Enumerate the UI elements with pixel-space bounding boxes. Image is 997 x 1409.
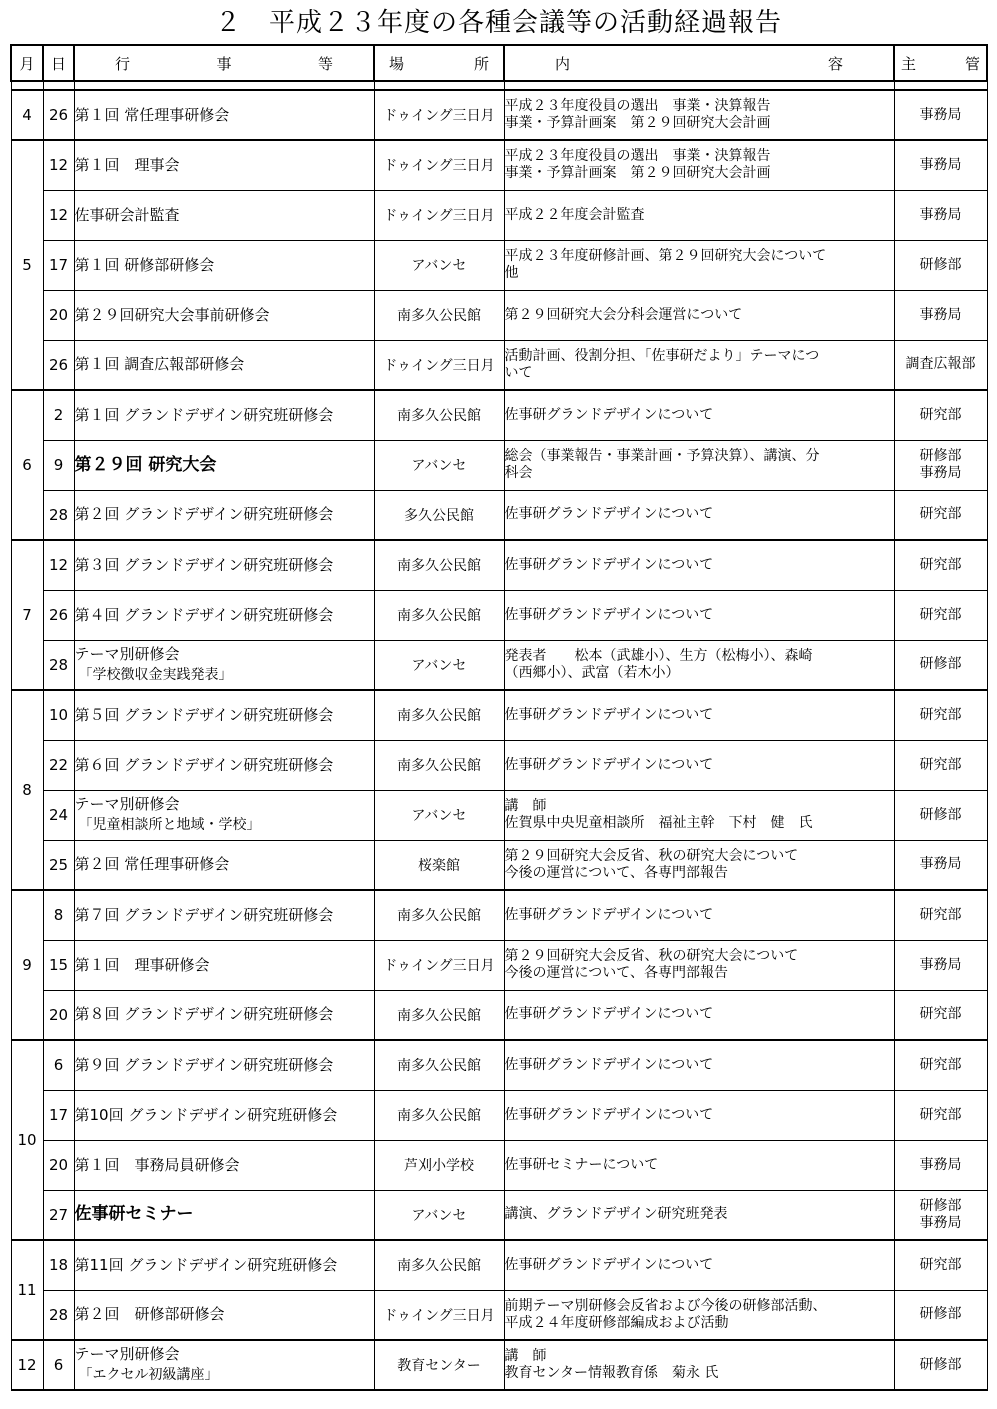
organizer-line: 事務局 — [919, 856, 962, 873]
day-cell: 26 — [43, 90, 74, 140]
content-line: 他 — [504, 265, 519, 281]
activity-report-table — [10, 44, 988, 1391]
header-day: 日 — [43, 45, 74, 81]
organizer-line: 研修部 — [919, 448, 962, 464]
event-name: 第２９回研究大会事前研修会 — [74, 305, 270, 324]
day-cell: 18 — [43, 1240, 74, 1290]
content-line: 第２９回研究大会反省、秋の研究大会について — [504, 847, 799, 864]
organizer-cell — [894, 690, 987, 740]
content-line: 事業・予算計画案 第２９回研究大会計画 — [504, 165, 771, 182]
table-row — [11, 1340, 987, 1390]
day-cell: 2 — [43, 390, 74, 440]
event-cell — [74, 240, 374, 290]
place-cell: 南多久公民館 — [374, 1090, 504, 1140]
place-cell: アバンセ — [374, 240, 504, 290]
organizer-line: 研究部 — [919, 406, 962, 423]
event-cell — [74, 290, 374, 340]
table-row — [11, 1040, 987, 1090]
month-cell: 7 — [11, 540, 43, 690]
event-name: 第９回 グランドデザイン研究班研修会 — [74, 1055, 334, 1074]
content-cell — [504, 990, 894, 1040]
organizer-cell — [894, 940, 987, 990]
content-line: 佐事研グランドデザインについて — [504, 606, 714, 623]
organizer-line: 事務局 — [919, 106, 962, 123]
organizer-cell — [894, 990, 987, 1040]
event-subtitle: 「学校徴収金実践発表」 — [78, 666, 233, 683]
event-name: 第10回 グランドデザイン研究班研修会 — [74, 1105, 338, 1124]
organizer-cell — [894, 90, 987, 140]
organizer-line: 研究部 — [919, 756, 962, 773]
content-cell — [504, 1140, 894, 1190]
place-cell: アバンセ — [374, 440, 504, 490]
content-line: 平成２３年度役員の選出 事業・決算報告 — [504, 98, 771, 114]
event-name: 第８回 グランドデザイン研究班研修会 — [74, 1005, 334, 1024]
event-cell — [74, 90, 374, 140]
content-line: 今後の運営について、各専門部報告 — [504, 965, 728, 981]
organizer-line: 事務局 — [919, 1156, 962, 1173]
header-organizer: 主 管 — [894, 45, 987, 81]
content-cell — [504, 1190, 894, 1240]
place-cell: アバンセ — [374, 640, 504, 690]
content-cell — [504, 240, 894, 290]
month-cell: 9 — [11, 890, 43, 1040]
day-cell: 27 — [43, 1190, 74, 1240]
event-name: 第５回 グランドデザイン研究班研修会 — [74, 705, 334, 724]
event-cell — [74, 940, 374, 990]
content-line: 教育センター情報教育係 菊永 氏 — [504, 1365, 719, 1381]
content-cell — [504, 340, 894, 390]
content-line: 第２９回研究大会反省、秋の研究大会について — [504, 948, 799, 964]
organizer-line: 研究部 — [919, 606, 962, 623]
table-row — [11, 990, 987, 1040]
place-cell: ドゥイング三日月 — [374, 190, 504, 240]
event-cell — [74, 1140, 374, 1190]
organizer-line: 研修部 — [919, 806, 962, 823]
organizer-line: 研修部 — [919, 1306, 962, 1323]
place-cell: ドゥイング三日月 — [374, 340, 504, 390]
day-cell: 17 — [43, 1090, 74, 1140]
content-cell — [504, 1090, 894, 1140]
header-spacer — [11, 81, 987, 90]
content-line: 佐事研グランドデザインについて — [504, 506, 714, 523]
event-cell — [74, 490, 374, 540]
event-cell — [74, 1240, 374, 1290]
place-cell: 多久公民館 — [374, 490, 504, 540]
table-row — [11, 590, 987, 640]
month-cell: 12 — [11, 1340, 43, 1390]
content-cell — [504, 1240, 894, 1290]
content-cell — [504, 940, 894, 990]
event-name: 第１回 理事研修会 — [74, 955, 210, 974]
content-line: 第２９回研究大会分科会運営について — [504, 306, 743, 323]
organizer-cell — [894, 740, 987, 790]
page-title: ２ 平成２３年度の各種会議等の活動経過報告 — [214, 8, 782, 38]
table-row — [11, 340, 987, 390]
content-line: 科会 — [504, 465, 533, 481]
organizer-cell — [894, 890, 987, 940]
content-line: 前期テーマ別研修会反省および今後の研修部活動、 — [504, 1297, 827, 1314]
content-line: 佐事研グランドデザインについて — [504, 406, 714, 423]
organizer-cell — [894, 1140, 987, 1190]
content-line: 平成２３年度役員の選出 事業・決算報告 — [504, 148, 771, 165]
event-name: 第１回 事務局員研修会 — [74, 1155, 240, 1174]
event-name: 第１回 研修部研修会 — [74, 255, 215, 274]
day-cell: 26 — [43, 590, 74, 640]
report-body — [11, 90, 987, 1390]
content-cell — [504, 290, 894, 340]
content-line: 佐事研グランドデザインについて — [504, 706, 714, 723]
content-cell — [504, 540, 894, 590]
table-row — [11, 940, 987, 990]
content-cell — [504, 90, 894, 140]
content-line: いて — [504, 364, 533, 381]
content-line: 講 師 — [504, 798, 547, 814]
organizer-cell — [894, 290, 987, 340]
table-row — [11, 790, 987, 840]
day-cell: 12 — [43, 140, 74, 190]
day-cell: 28 — [43, 640, 74, 690]
content-line: 総会（事業報告・事業計画・予算決算）、講演、分 — [504, 448, 820, 464]
organizer-line: 研究部 — [919, 1106, 962, 1123]
content-cell — [504, 490, 894, 540]
content-cell — [504, 640, 894, 690]
event-name: 第１回 グランドデザイン研究班研修会 — [74, 405, 334, 424]
content-line: 佐賀県中央児童相談所 福祉主幹 下村 健 氏 — [504, 815, 813, 831]
content-line: 佐事研グランドデザインについて — [504, 1056, 714, 1073]
table-row — [11, 640, 987, 690]
organizer-cell — [894, 1290, 987, 1340]
event-cell — [74, 440, 374, 490]
content-cell — [504, 1290, 894, 1340]
organizer-line: 調査広報部 — [905, 356, 976, 373]
place-cell: アバンセ — [374, 1190, 504, 1240]
event-name: 第11回 グランドデザイン研究班研修会 — [74, 1255, 338, 1274]
day-cell: 12 — [43, 540, 74, 590]
organizer-line: 事務局 — [919, 956, 962, 973]
month-cell: 10 — [11, 1040, 43, 1240]
day-cell: 20 — [43, 1140, 74, 1190]
event-cell — [74, 190, 374, 240]
organizer-line: 研究部 — [919, 556, 962, 573]
event-cell — [74, 840, 374, 890]
organizer-cell — [894, 590, 987, 640]
content-cell — [504, 890, 894, 940]
event-name: 佐事研会計監査 — [74, 205, 180, 224]
content-line: 平成２２年度会計監査 — [504, 206, 645, 223]
month-cell: 4 — [11, 90, 43, 140]
table-row — [11, 1140, 987, 1190]
content-line: 佐事研セミナーについて — [504, 1156, 659, 1173]
month-cell: 6 — [11, 390, 43, 540]
table-row — [11, 140, 987, 190]
event-name: 第２回 グランドデザイン研究班研修会 — [74, 505, 334, 524]
table-row — [11, 890, 987, 940]
month-cell: 11 — [11, 1240, 43, 1340]
content-line: 佐事研グランドデザインについて — [504, 1256, 714, 1273]
header-month: 月 — [11, 45, 43, 81]
organizer-cell — [894, 190, 987, 240]
content-line: 講 師 — [504, 1348, 547, 1364]
day-cell: 9 — [43, 440, 74, 490]
organizer-line: 事務局 — [919, 206, 962, 223]
content-line: 活動計画、役割分担、「佐事研だより」テーマにつ — [504, 347, 820, 364]
organizer-line: 事務局 — [919, 306, 962, 323]
header-event: 行 事 等 — [74, 45, 374, 81]
event-cell — [74, 890, 374, 940]
place-cell: ドゥイング三日月 — [374, 1290, 504, 1340]
day-cell: 28 — [43, 490, 74, 540]
day-cell: 12 — [43, 190, 74, 240]
organizer-line: 研修部 — [919, 1356, 962, 1373]
event-cell — [74, 140, 374, 190]
table-row — [11, 490, 987, 540]
event-cell — [74, 590, 374, 640]
content-cell — [504, 740, 894, 790]
place-cell: 教育センター — [374, 1340, 504, 1390]
day-cell: 25 — [43, 840, 74, 890]
organizer-cell — [894, 390, 987, 440]
day-cell: 17 — [43, 240, 74, 290]
event-subtitle: 「エクセル初級講座」 — [78, 1367, 219, 1383]
content-cell — [504, 1340, 894, 1390]
content-line: （西郷小）、武富（若木小） — [504, 664, 680, 681]
event-cell — [74, 340, 374, 390]
month-cell: 5 — [11, 140, 43, 390]
event-cell — [74, 990, 374, 1040]
place-cell: ドゥイング三日月 — [374, 90, 504, 140]
event-cell — [74, 1190, 374, 1240]
table-row — [11, 1290, 987, 1340]
content-cell — [504, 390, 894, 440]
content-line: 今後の運営について、各専門部報告 — [504, 864, 728, 881]
content-line: 佐事研グランドデザインについて — [504, 1106, 714, 1123]
place-cell: ドゥイング三日月 — [374, 140, 504, 190]
event-name: 第１回 調査広報部研修会 — [74, 355, 245, 374]
organizer-line: 研修部 — [919, 256, 962, 273]
event-cell — [74, 1090, 374, 1140]
event-name: 第４回 グランドデザイン研究班研修会 — [74, 605, 334, 624]
content-cell — [504, 140, 894, 190]
event-name: 第１回 常任理事研修会 — [74, 105, 230, 124]
content-cell — [504, 440, 894, 490]
place-cell: 南多久公民館 — [374, 290, 504, 340]
day-cell: 6 — [43, 1040, 74, 1090]
place-cell: 南多久公民館 — [374, 540, 504, 590]
event-name: 第２回 研修部研修会 — [74, 1305, 225, 1324]
day-cell: 10 — [43, 690, 74, 740]
place-cell: 南多久公民館 — [374, 690, 504, 740]
table-row — [11, 190, 987, 240]
table-row — [11, 740, 987, 790]
day-cell: 8 — [43, 890, 74, 940]
organizer-cell — [894, 340, 987, 390]
place-cell: 南多久公民館 — [374, 590, 504, 640]
table-row — [11, 1090, 987, 1140]
event-cell — [74, 640, 374, 690]
content-line: 事業・予算計画案 第２９回研究大会計画 — [504, 115, 771, 131]
table-row — [11, 690, 987, 740]
event-name: テーマ別研修会 — [74, 644, 180, 663]
content-line: 発表者 松本（武雄小）、生方（松梅小）、森崎 — [504, 647, 813, 664]
content-line: 平成２３年度研修計画、第２９回研究大会について — [504, 248, 827, 264]
organizer-cell — [894, 240, 987, 290]
place-cell: 南多久公民館 — [374, 890, 504, 940]
content-cell — [504, 190, 894, 240]
table-row — [11, 390, 987, 440]
organizer-cell — [894, 640, 987, 690]
event-cell — [74, 540, 374, 590]
place-cell: アバンセ — [374, 790, 504, 840]
table-row — [11, 840, 987, 890]
content-line: 佐事研グランドデザインについて — [504, 1006, 714, 1023]
content-line: 平成２４年度研修部編成および活動 — [504, 1314, 729, 1331]
table-row — [11, 1240, 987, 1290]
event-cell — [74, 790, 374, 840]
organizer-line: 事務局 — [919, 465, 962, 481]
organizer-cell — [894, 490, 987, 540]
day-cell: 24 — [43, 790, 74, 840]
table-row — [11, 290, 987, 340]
organizer-cell — [894, 440, 987, 490]
table-row — [11, 240, 987, 290]
content-line: 佐事研グランドデザインについて — [504, 906, 714, 923]
organizer-cell — [894, 540, 987, 590]
place-cell: ドゥイング三日月 — [374, 940, 504, 990]
content-line: 佐事研グランドデザインについて — [504, 556, 714, 573]
content-cell — [504, 690, 894, 740]
event-cell — [74, 1290, 374, 1340]
table-row — [11, 540, 987, 590]
organizer-line: 事務局 — [919, 1214, 962, 1231]
organizer-line: 事務局 — [919, 156, 962, 173]
day-cell: 28 — [43, 1290, 74, 1340]
day-cell: 15 — [43, 940, 74, 990]
organizer-cell — [894, 840, 987, 890]
place-cell: 芦刈小学校 — [374, 1140, 504, 1190]
organizer-line: 研修部 — [919, 656, 962, 673]
organizer-line: 研究部 — [919, 1056, 962, 1073]
event-name: 第２回 常任理事研修会 — [74, 855, 230, 874]
day-cell: 6 — [43, 1340, 74, 1390]
organizer-cell — [894, 140, 987, 190]
table-row — [11, 90, 987, 140]
place-cell: 南多久公民館 — [374, 1040, 504, 1090]
event-name: 第３回 グランドデザイン研究班研修会 — [74, 555, 334, 574]
content-cell — [504, 590, 894, 640]
header-place: 場 所 — [374, 45, 504, 81]
event-name: テーマ別研修会 — [74, 1345, 180, 1363]
day-cell: 22 — [43, 740, 74, 790]
event-name: テーマ別研修会 — [74, 795, 180, 813]
event-cell — [74, 1340, 374, 1390]
place-cell: 南多久公民館 — [374, 990, 504, 1040]
organizer-cell — [894, 1090, 987, 1140]
event-name: 第７回 グランドデザイン研究班研修会 — [74, 905, 334, 924]
day-cell: 20 — [43, 290, 74, 340]
place-cell: 南多久公民館 — [374, 1240, 504, 1290]
event-name: 第６回 グランドデザイン研究班研修会 — [74, 755, 334, 774]
table-row — [11, 440, 987, 490]
content-line: 佐事研グランドデザインについて — [504, 756, 714, 773]
event-cell — [74, 740, 374, 790]
month-cell: 8 — [11, 690, 43, 890]
organizer-cell — [894, 1040, 987, 1090]
organizer-cell — [894, 790, 987, 840]
organizer-line: 研究部 — [919, 506, 962, 523]
place-cell: 桜楽館 — [374, 840, 504, 890]
place-cell: 南多久公民館 — [374, 390, 504, 440]
event-name: 第１回 理事会 — [74, 155, 180, 174]
header-row — [11, 45, 987, 81]
organizer-line: 研究部 — [919, 906, 962, 923]
header-content: 内 容 — [504, 45, 894, 81]
event-cell — [74, 390, 374, 440]
event-name: 佐事研セミナー — [74, 1204, 194, 1225]
organizer-cell — [894, 1340, 987, 1390]
event-cell — [74, 1040, 374, 1090]
event-subtitle: 「児童相談所と地域・学校」 — [78, 817, 261, 833]
place-cell: 南多久公民館 — [374, 740, 504, 790]
day-cell: 26 — [43, 340, 74, 390]
organizer-line: 研究部 — [919, 1256, 962, 1273]
content-cell — [504, 790, 894, 840]
day-cell: 20 — [43, 990, 74, 1040]
content-cell — [504, 1040, 894, 1090]
event-cell — [74, 690, 374, 740]
event-name: 第２９回 研究大会 — [74, 454, 217, 475]
organizer-cell — [894, 1240, 987, 1290]
content-line: 講演、グランドデザイン研究班発表 — [504, 1206, 728, 1223]
organizer-cell — [894, 1190, 987, 1240]
table-row — [11, 1190, 987, 1240]
content-cell — [504, 840, 894, 890]
organizer-line: 研究部 — [919, 1006, 962, 1023]
organizer-line: 研修部 — [919, 1197, 962, 1214]
organizer-line: 研究部 — [919, 706, 962, 723]
